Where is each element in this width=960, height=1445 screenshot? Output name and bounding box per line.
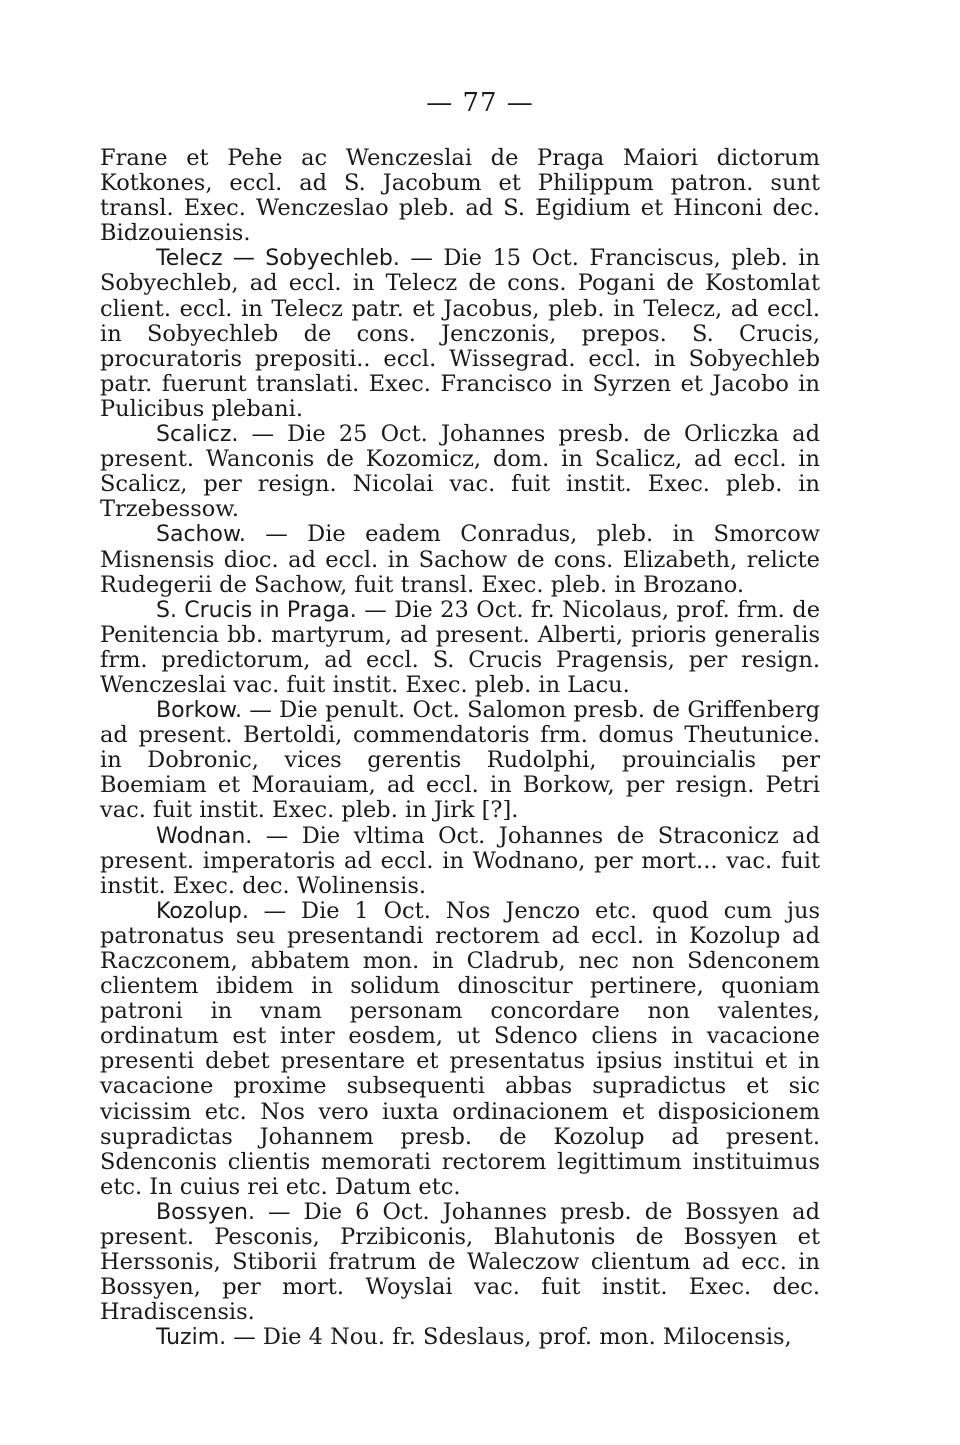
entry-heading: Borkow. [156,698,242,724]
entry-heading: Telecz — Sobyechleb. [156,246,400,272]
entry-heading: Tuzim. [156,1325,227,1351]
entry-text: — Die penult. Oct. Salomon presb. de Griffenberg ad present. Bertoldi, commendatoris frm. domus Theutunice. in Dobronic, vices gerentis Rudolphi, prouincialis per Boemiam et Morauiam, ad eccl. in Borkow, per resign. Petri vac. fuit instit. Exec. pleb. in Jirk [?]. [100,697,820,824]
paragraph-tuzim [100,1325,820,1350]
paragraph-bossyen [100,1200,820,1325]
entry-text: — Die eadem Conradus, pleb. in Smorcow Misnensis dioc. ad eccl. in Sachow de cons. Elizabeth, relicte Rudegerii de Sachow, fuit transl. Exec. pleb. in Brozano. [100,521,820,598]
paragraph-continuation [100,146,820,246]
paragraph-wodnan [100,824,820,899]
entry-heading: S. Crucis in Praga. [156,597,357,623]
page-number: — 77 — [426,88,534,118]
entry-text: Frane et Pehe ac Wenczeslai de Praga Maiori dictorum Kotkones, eccl. ad S. Jacobum et Philippum patron. sunt transl. Exec. Wenczeslao pleb. ad S. Egidium et Hinconi dec. Bidzouiensis. [100,145,820,247]
paragraph-s-crucis [100,598,820,698]
entry-heading: Sachow. [156,522,246,548]
entry-heading: Scalicz. [156,422,239,448]
paragraph-borkow [100,698,820,823]
entry-text: — Die 23 Oct. fr. Nicolaus, prof. frm. de Penitencia bb. martyrum, ad present. Alberti, prioris generalis frm. predictorum, ad eccl. S. Crucis Pragensis, per resign. Wenczeslai vac. fuit instit. Exec. pleb. in Lacu. [100,596,821,698]
entry-text: — Die 4 Nou. fr. Sdeslaus, prof. mon. Milocensis, [226,1324,792,1351]
entry-heading: Bossyen. [156,1199,255,1225]
entry-text: — Die 6 Oct. Johannes presb. de Bossyen ad present. Pesconis, Przibiconis, Blahutonis de Bossyen et Herssonis, Stiborii fratrum de Waleczow clientum ad ecc. in Bossyen, per mort. Woyslai vac. fuit instit. Exec. dec. Hradiscensis. [100,1198,820,1326]
entry-heading: Wodnan. [156,823,253,849]
paragraph-sachow [100,522,820,597]
entry-text: — Die 25 Oct. Johannes presb. de Orliczka ad present. Wanconis de Kozomicz, dom. in Scalicz, ad eccl. in Scalicz, per resign. Nicolai vac. fuit instit. Exec. pleb. in Trzebessow. [100,421,820,523]
paragraph-telecz [100,246,820,422]
paragraph-scalicz [100,422,820,522]
paragraph-kozolup [100,899,820,1200]
entry-text: — Die 1 Oct. Nos Jenczo etc. quod cum jus patronatus seu presentandi rectorem ad eccl. in Kozolup ad Raczconem, abbatem mon. in Cladrub, nec non Sdenconem clientem ibidem in solidum dinoscitur pertinere, quoniam patroni in vnam personam concordare non valentes, ordinatum est inter eosdem, ut Sdenco cliens in vacacione presenti debet presentare et presentatus ipsius institui et in vacacione proxime subsequenti abbas supradictus et sic vicissim etc. Nos vero iuxta ordinacionem et disposicionem supradictas Johannem presb. de Kozolup ad present. Sdenconis clientis memorati rectorem legittimum instituimus etc. In cuius rei etc. Datum etc. [100,897,820,1200]
entry-text: — Die 15 Oct. Franciscus, pleb. in Sobyechleb, ad eccl. in Telecz de cons. Pogani de Kostomlat client. eccl. in Telecz patr. et Jacobus, pleb. in Telecz, ad eccl. in Sobyechleb de cons. Jenczonis, prepos. S. Crucis, procuratoris prepositi.. eccl. Wissegrad. eccl. in Sobyechleb patr. fuerunt translati. Exec. Francisco in Syrzen et Jacobo in Pulicibus plebani. [100,245,820,422]
entry-heading: Kozolup. [156,898,249,924]
document-page [100,88,820,1351]
entry-text: — Die vltima Oct. Johannes de Straconicz ad present. imperatoris ad eccl. in Wodnano, per mort... vac. fuit instit. Exec. dec. Wolinensis. [100,822,820,899]
